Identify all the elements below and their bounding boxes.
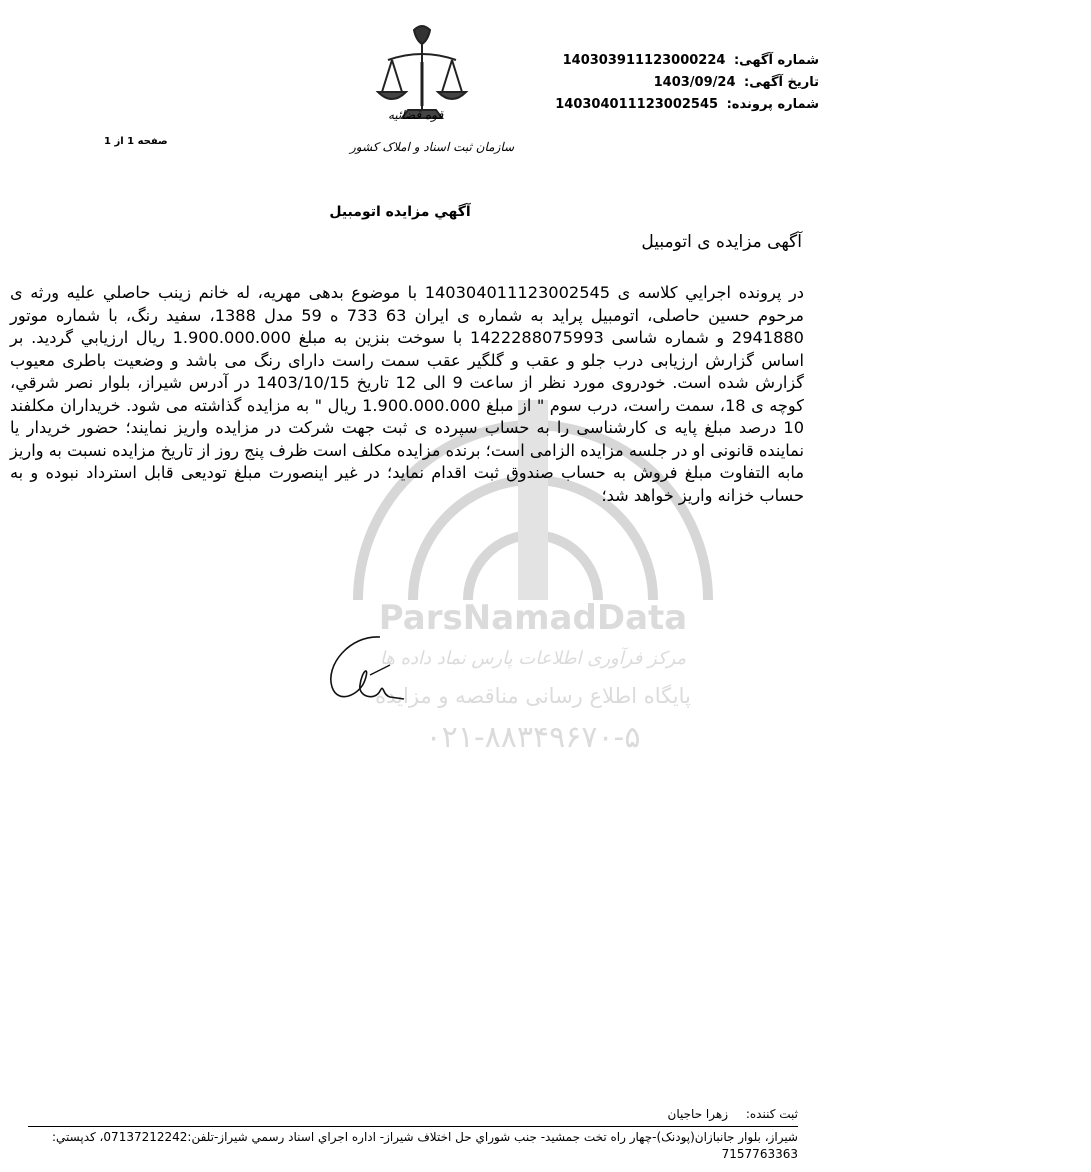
file-number-label: شماره پرونده: xyxy=(726,97,819,112)
emblem-org-line1: قوه قضائیه xyxy=(388,108,444,122)
registrar-name: زهرا حاجیان xyxy=(667,1107,729,1121)
file-number: 140304011123002545 xyxy=(555,97,719,112)
watermark-phone: ۰۲۱-۸۸۳۴۹۶۷۰-۵ xyxy=(425,720,641,755)
notice-number-label: شماره آگهی: xyxy=(733,53,819,68)
signature xyxy=(320,625,410,715)
watermark-line2: پایگاه اطلاع رسانی مناقصه و مزایده xyxy=(375,684,691,708)
footer xyxy=(28,1106,798,1163)
page-indicator: صفحه 1 از 1 xyxy=(104,136,168,147)
notice-date-label: تاریخ آگهی: xyxy=(744,75,819,90)
notice-metadata xyxy=(555,50,819,116)
notice-number: 140303911123000224 xyxy=(562,53,726,68)
office-address: شیراز، بلوار جانبازان(پودنک)-چهار راه تخت جمشید- جنب شوراي حل اختلاف شیراز- اداره اجراي اسناد رسمي شیراز-تلفن:07137212242، كدپستي: 7157763363 xyxy=(52,1130,798,1161)
watermark-brand: ParsNamadData xyxy=(378,598,688,638)
file-number-row xyxy=(555,94,819,116)
emblem-org-line2: سازمان ثبت اسناد و املاک کشور xyxy=(350,140,515,154)
document-subtitle: آگهی مزایده ی اتومبیل xyxy=(641,232,802,252)
notice-date: 1403/09/24 xyxy=(653,75,736,90)
registrar-row xyxy=(28,1106,798,1123)
notice-number-row xyxy=(559,50,819,72)
notice-body: در پرونده اجرايي كلاسه ی 140304011123002545 با موضوع بدهی مهریه، له خانم زینب حاصلي علیه ورثه ی مرحوم حسین حاصلی، اتومبیل پراید به شماره ی ایران 63 733 ه 59 مدل 1388، سفید رنگ، با شماره موتور 2941880 و شماره شاسی 1422288075993 با سوخت بنزین به مبلغ 1.900.000.000 ریال ارزیابي گردید. بر اساس گزارش ارزیابی درب جلو و عقب و گلگیر عقب سمت راست دارای رنگ می باشد و وضعیت باطری معیوب گزارش شده است. خودروی مورد نظر از ساعت 9 الی 12 تاریخ 1403/10/15 در آدرس شیراز، بلوار نصر شرقي، کوچه ی 18، سمت راست، درب سوم " از مبلغ 1.900.000.000 ریال " به مزایده گذاشته می شود. خریداران مکلفند 10 درصد مبلغ پایه ی کارشناسی را به حساب سپرده ی ثبت جهت شرکت در مزایده واریز نمایند؛ حضور خریدار یا نماینده قانونی او در جلسه مزایده الزامی است؛ برنده مزایده مکلف است ظرف پنج روز از تاریخ مزایده نسبت به واریز مابه التفاوت مبلغ فروش به حساب صندوق ثبت اقدام نماید؛ در غیر اینصورت مبلغ تودیعی قابل استرداد نبوده و به حساب خزانه واریز خواهد شد؛ xyxy=(10,283,804,505)
notice-date-row xyxy=(559,72,819,94)
footer-divider xyxy=(28,1126,798,1127)
registrar-label: ثبت كننده: xyxy=(745,1107,798,1121)
document-title: آگهي مزايده اتومبيل xyxy=(329,204,471,220)
watermark-line1: مرکز فرآوری اطلاعات پارس نماد داده ها xyxy=(379,648,687,669)
